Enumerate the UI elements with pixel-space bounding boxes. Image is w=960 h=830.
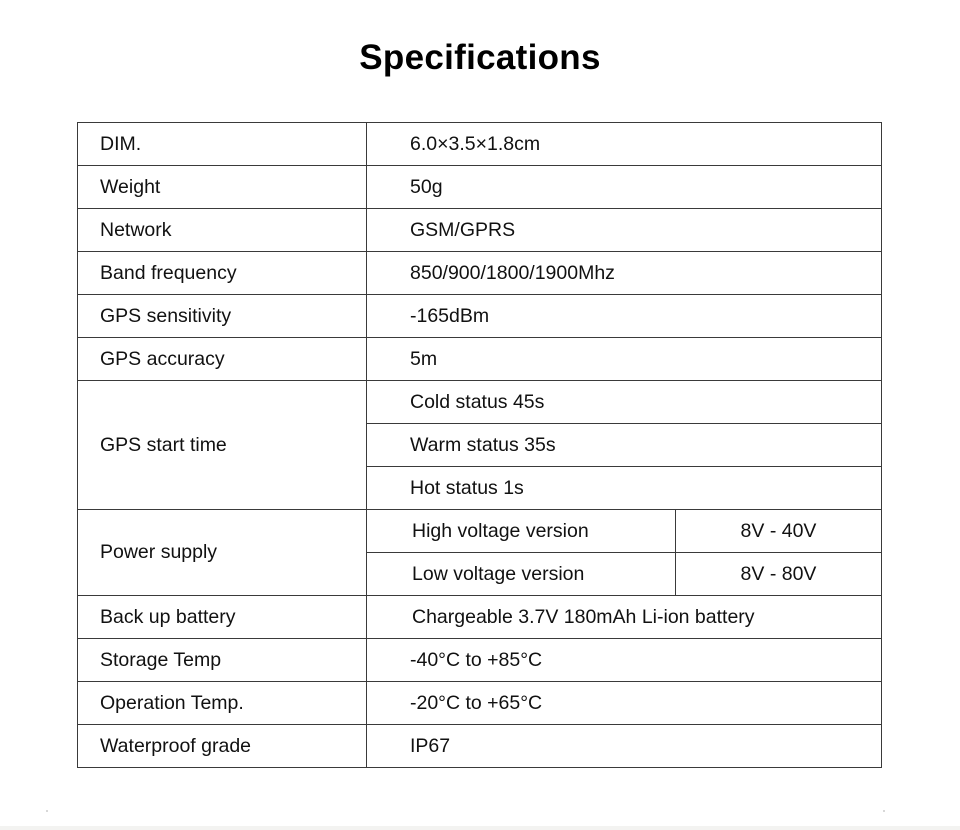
bottom-divider — [0, 826, 960, 830]
spec-value: -20°C to +65°C — [367, 682, 882, 725]
page-title: Specifications — [359, 38, 601, 77]
spec-label: Waterproof grade — [78, 725, 367, 768]
spec-value: -40°C to +85°C — [367, 639, 882, 682]
spec-value: IP67 — [367, 725, 882, 768]
spec-row-weight — [78, 166, 882, 209]
gps-warm-start: Warm status 35s — [367, 424, 882, 467]
spec-row-gps-accuracy — [78, 338, 882, 381]
power-version-name: High voltage version — [367, 510, 676, 553]
power-version-range: 8V - 80V — [676, 553, 882, 596]
spec-label: Back up battery — [78, 596, 367, 639]
spec-value: 5m — [367, 338, 882, 381]
power-version-name: Low voltage version — [367, 553, 676, 596]
spec-row-waterproof-grade — [78, 725, 882, 768]
spec-value: Chargeable 3.7V 180mAh Li-ion battery — [367, 596, 882, 639]
spec-label: Power supply — [78, 510, 367, 596]
spec-label: DIM. — [78, 123, 367, 166]
spec-label: GPS accuracy — [78, 338, 367, 381]
spec-label: Storage Temp — [78, 639, 367, 682]
spec-label: Network — [78, 209, 367, 252]
power-version-range: 8V - 40V — [676, 510, 882, 553]
spec-row-power-supply — [78, 510, 882, 553]
spec-row-operation-temp — [78, 682, 882, 725]
spec-row-storage-temp — [78, 639, 882, 682]
spec-value: GSM/GPRS — [367, 209, 882, 252]
specifications-table — [77, 122, 882, 768]
spec-value: 850/900/1800/1900Mhz — [367, 252, 882, 295]
spec-value: 6.0×3.5×1.8cm — [367, 123, 882, 166]
spec-row-network — [78, 209, 882, 252]
decorative-dot — [883, 810, 885, 812]
spec-value: 50g — [367, 166, 882, 209]
spec-label: GPS start time — [78, 381, 367, 510]
spec-row-gps-start-time — [78, 381, 882, 424]
spec-row-backup-battery — [78, 596, 882, 639]
gps-cold-start: Cold status 45s — [367, 381, 882, 424]
gps-hot-start: Hot status 1s — [367, 467, 882, 510]
spec-label: GPS sensitivity — [78, 295, 367, 338]
spec-value: -165dBm — [367, 295, 882, 338]
spec-row-gps-sensitivity — [78, 295, 882, 338]
spec-row-band-frequency — [78, 252, 882, 295]
spec-label: Band frequency — [78, 252, 367, 295]
decorative-dot — [46, 810, 48, 812]
spec-label: Weight — [78, 166, 367, 209]
spec-label: Operation Temp. — [78, 682, 367, 725]
spec-row-dim — [78, 123, 882, 166]
